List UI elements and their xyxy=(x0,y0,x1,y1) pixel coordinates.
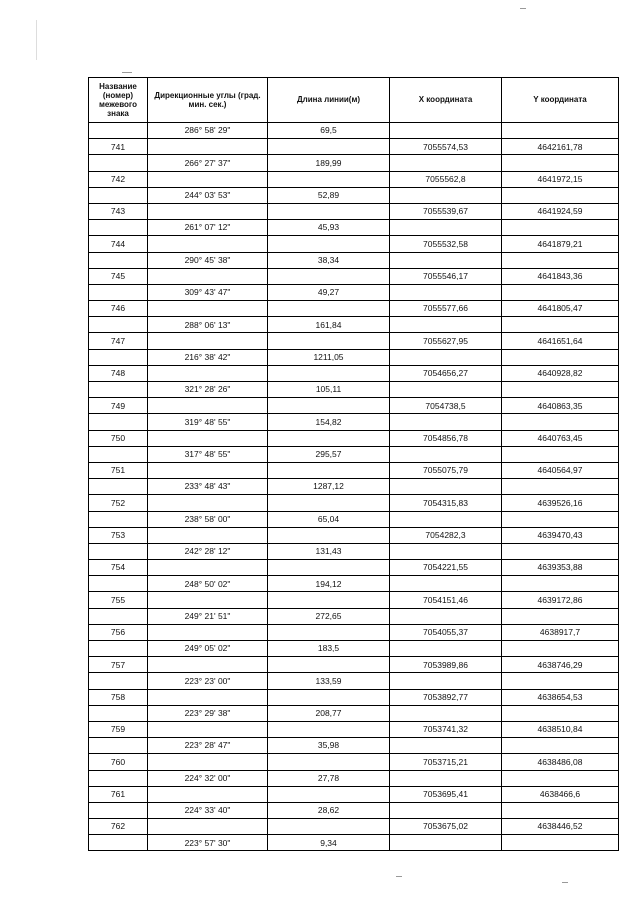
direction-angle-cell: 309° 43' 47" xyxy=(148,284,268,300)
empty-cell xyxy=(268,430,390,446)
point-row xyxy=(89,560,619,576)
empty-cell xyxy=(502,446,619,462)
empty-cell xyxy=(390,511,502,527)
direction-angle-cell: 233° 48' 43" xyxy=(148,479,268,495)
direction-angle-cell: 224° 33' 40" xyxy=(148,802,268,818)
empty-cell xyxy=(148,754,268,770)
x-coordinate-cell: 7054055,37 xyxy=(390,624,502,640)
x-coordinate-cell: 7053715,21 xyxy=(390,754,502,770)
point-row xyxy=(89,624,619,640)
x-coordinate-cell: 7054856,78 xyxy=(390,430,502,446)
point-row xyxy=(89,657,619,673)
empty-cell xyxy=(89,673,148,689)
direction-angle-cell: 223° 28' 47" xyxy=(148,738,268,754)
y-coordinate-cell: 4638510,84 xyxy=(502,721,619,737)
point-row xyxy=(89,268,619,284)
header-line-length: Длина линии(м) xyxy=(268,78,390,123)
empty-cell xyxy=(268,689,390,705)
empty-cell xyxy=(390,317,502,333)
empty-cell xyxy=(89,770,148,786)
empty-cell xyxy=(502,802,619,818)
boundary-coordinates-table xyxy=(88,77,619,851)
empty-cell xyxy=(148,560,268,576)
line-length-cell: 49,27 xyxy=(268,284,390,300)
x-coordinate-cell: 7055577,66 xyxy=(390,301,502,317)
segment-row xyxy=(89,187,619,203)
empty-cell xyxy=(502,123,619,139)
x-coordinate-cell: 7054282,3 xyxy=(390,527,502,543)
empty-cell xyxy=(268,495,390,511)
segment-row xyxy=(89,641,619,657)
point-name-cell: 760 xyxy=(89,754,148,770)
empty-cell xyxy=(390,705,502,721)
y-coordinate-cell: 4638654,53 xyxy=(502,689,619,705)
segment-row xyxy=(89,414,619,430)
direction-angle-cell: 288° 06' 13" xyxy=(148,317,268,333)
empty-cell xyxy=(502,511,619,527)
empty-cell xyxy=(268,333,390,349)
empty-cell xyxy=(148,689,268,705)
point-row xyxy=(89,721,619,737)
x-coordinate-cell: 7054221,55 xyxy=(390,560,502,576)
x-coordinate-cell: 7053695,41 xyxy=(390,786,502,802)
empty-cell xyxy=(148,171,268,187)
empty-cell xyxy=(390,349,502,365)
empty-cell xyxy=(89,220,148,236)
empty-cell xyxy=(390,673,502,689)
y-coordinate-cell: 4640863,35 xyxy=(502,398,619,414)
y-coordinate-cell: 4640763,45 xyxy=(502,430,619,446)
header-direction-angle: Дирекционные углы (град. мин. сек.) xyxy=(148,78,268,123)
empty-cell xyxy=(89,641,148,657)
segment-row xyxy=(89,349,619,365)
segment-row xyxy=(89,446,619,462)
point-name-cell: 742 xyxy=(89,171,148,187)
empty-cell xyxy=(502,252,619,268)
empty-cell xyxy=(268,624,390,640)
empty-cell xyxy=(89,349,148,365)
point-row xyxy=(89,462,619,478)
point-name-cell: 741 xyxy=(89,139,148,155)
empty-cell xyxy=(390,187,502,203)
segment-row xyxy=(89,123,619,139)
direction-angle-cell: 261° 07' 12" xyxy=(148,220,268,236)
table-header xyxy=(89,78,619,123)
direction-angle-cell: 249° 05' 02" xyxy=(148,641,268,657)
segment-row xyxy=(89,835,619,851)
direction-angle-cell: 266° 27' 37" xyxy=(148,155,268,171)
empty-cell xyxy=(390,252,502,268)
empty-cell xyxy=(148,398,268,414)
point-row xyxy=(89,819,619,835)
direction-angle-cell: 317° 48' 55" xyxy=(148,446,268,462)
empty-cell xyxy=(89,123,148,139)
line-length-cell: 133,59 xyxy=(268,673,390,689)
point-row xyxy=(89,495,619,511)
x-coordinate-cell: 7055546,17 xyxy=(390,268,502,284)
y-coordinate-cell: 4639470,43 xyxy=(502,527,619,543)
empty-cell xyxy=(502,770,619,786)
header-y-coordinate: Y координата xyxy=(502,78,619,123)
line-length-cell: 208,77 xyxy=(268,705,390,721)
empty-cell xyxy=(502,155,619,171)
empty-cell xyxy=(390,155,502,171)
scan-speck xyxy=(36,20,37,60)
y-coordinate-cell: 4641879,21 xyxy=(502,236,619,252)
point-name-cell: 762 xyxy=(89,819,148,835)
y-coordinate-cell: 4638746,29 xyxy=(502,657,619,673)
line-length-cell: 272,65 xyxy=(268,608,390,624)
segment-row xyxy=(89,770,619,786)
x-coordinate-cell: 7054656,27 xyxy=(390,365,502,381)
table-body xyxy=(89,123,619,851)
scan-speck xyxy=(122,72,132,73)
empty-cell xyxy=(268,786,390,802)
line-length-cell: 1211,05 xyxy=(268,349,390,365)
point-name-cell: 746 xyxy=(89,301,148,317)
empty-cell xyxy=(502,479,619,495)
point-name-cell: 747 xyxy=(89,333,148,349)
empty-cell xyxy=(502,641,619,657)
empty-cell xyxy=(148,786,268,802)
empty-cell xyxy=(390,835,502,851)
direction-angle-cell: 223° 23' 00" xyxy=(148,673,268,689)
point-name-cell: 751 xyxy=(89,462,148,478)
empty-cell xyxy=(89,414,148,430)
scan-speck xyxy=(396,876,402,877)
empty-cell xyxy=(502,738,619,754)
empty-cell xyxy=(502,317,619,333)
y-coordinate-cell: 4640928,82 xyxy=(502,365,619,381)
direction-angle-cell: 223° 57' 30" xyxy=(148,835,268,851)
x-coordinate-cell: 7055574,53 xyxy=(390,139,502,155)
empty-cell xyxy=(148,333,268,349)
line-length-cell: 161,84 xyxy=(268,317,390,333)
empty-cell xyxy=(148,301,268,317)
empty-cell xyxy=(89,382,148,398)
y-coordinate-cell: 4641972,15 xyxy=(502,171,619,187)
empty-cell xyxy=(390,738,502,754)
point-row xyxy=(89,301,619,317)
segment-row xyxy=(89,543,619,559)
empty-cell xyxy=(89,738,148,754)
empty-cell xyxy=(502,835,619,851)
segment-row xyxy=(89,317,619,333)
x-coordinate-cell: 7054151,46 xyxy=(390,592,502,608)
empty-cell xyxy=(268,236,390,252)
empty-cell xyxy=(89,187,148,203)
empty-cell xyxy=(502,608,619,624)
point-name-cell: 743 xyxy=(89,203,148,219)
direction-angle-cell: 249° 21' 51" xyxy=(148,608,268,624)
direction-angle-cell: 238° 58' 00" xyxy=(148,511,268,527)
segment-row xyxy=(89,802,619,818)
y-coordinate-cell: 4638466,6 xyxy=(502,786,619,802)
point-row xyxy=(89,365,619,381)
point-name-cell: 750 xyxy=(89,430,148,446)
y-coordinate-cell: 4641651,64 xyxy=(502,333,619,349)
line-length-cell: 9,34 xyxy=(268,835,390,851)
empty-cell xyxy=(390,479,502,495)
line-length-cell: 52,89 xyxy=(268,187,390,203)
y-coordinate-cell: 4641924,59 xyxy=(502,203,619,219)
line-length-cell: 105,11 xyxy=(268,382,390,398)
point-name-cell: 758 xyxy=(89,689,148,705)
empty-cell xyxy=(390,770,502,786)
segment-row xyxy=(89,252,619,268)
y-coordinate-cell: 4639353,88 xyxy=(502,560,619,576)
point-name-cell: 753 xyxy=(89,527,148,543)
empty-cell xyxy=(268,203,390,219)
empty-cell xyxy=(89,576,148,592)
segment-row xyxy=(89,511,619,527)
segment-row xyxy=(89,738,619,754)
point-name-cell: 745 xyxy=(89,268,148,284)
y-coordinate-cell: 4639526,16 xyxy=(502,495,619,511)
point-row xyxy=(89,398,619,414)
empty-cell xyxy=(268,560,390,576)
segment-row xyxy=(89,673,619,689)
empty-cell xyxy=(148,236,268,252)
header-point-name: Название (номер) межевого знака xyxy=(89,78,148,123)
segment-row xyxy=(89,576,619,592)
empty-cell xyxy=(89,284,148,300)
y-coordinate-cell: 4641843,36 xyxy=(502,268,619,284)
empty-cell xyxy=(148,819,268,835)
empty-cell xyxy=(268,592,390,608)
empty-cell xyxy=(148,365,268,381)
empty-cell xyxy=(268,268,390,284)
x-coordinate-cell: 7053989,86 xyxy=(390,657,502,673)
header-x-coordinate: X координата xyxy=(390,78,502,123)
empty-cell xyxy=(89,608,148,624)
empty-cell xyxy=(390,543,502,559)
direction-angle-cell: 319° 48' 55" xyxy=(148,414,268,430)
empty-cell xyxy=(268,365,390,381)
x-coordinate-cell: 7053675,02 xyxy=(390,819,502,835)
direction-angle-cell: 248° 50' 02" xyxy=(148,576,268,592)
line-length-cell: 35,98 xyxy=(268,738,390,754)
point-name-cell: 761 xyxy=(89,786,148,802)
line-length-cell: 295,57 xyxy=(268,446,390,462)
x-coordinate-cell: 7055627,95 xyxy=(390,333,502,349)
x-coordinate-cell: 7054738,5 xyxy=(390,398,502,414)
empty-cell xyxy=(148,430,268,446)
point-row xyxy=(89,689,619,705)
empty-cell xyxy=(268,462,390,478)
segment-row xyxy=(89,705,619,721)
empty-cell xyxy=(268,721,390,737)
x-coordinate-cell: 7055075,79 xyxy=(390,462,502,478)
empty-cell xyxy=(390,446,502,462)
empty-cell xyxy=(390,608,502,624)
empty-cell xyxy=(89,252,148,268)
empty-cell xyxy=(502,673,619,689)
scan-speck xyxy=(520,8,526,9)
empty-cell xyxy=(268,819,390,835)
point-row xyxy=(89,236,619,252)
point-name-cell: 755 xyxy=(89,592,148,608)
empty-cell xyxy=(268,398,390,414)
empty-cell xyxy=(502,705,619,721)
empty-cell xyxy=(268,657,390,673)
empty-cell xyxy=(390,382,502,398)
y-coordinate-cell: 4638917,7 xyxy=(502,624,619,640)
empty-cell xyxy=(502,382,619,398)
empty-cell xyxy=(148,268,268,284)
empty-cell xyxy=(268,139,390,155)
empty-cell xyxy=(390,802,502,818)
empty-cell xyxy=(502,220,619,236)
empty-cell xyxy=(89,543,148,559)
y-coordinate-cell: 4638486,08 xyxy=(502,754,619,770)
empty-cell xyxy=(268,171,390,187)
empty-cell xyxy=(502,187,619,203)
x-coordinate-cell: 7054315,83 xyxy=(390,495,502,511)
empty-cell xyxy=(148,139,268,155)
line-length-cell: 183,5 xyxy=(268,641,390,657)
x-coordinate-cell: 7055562,8 xyxy=(390,171,502,187)
empty-cell xyxy=(268,754,390,770)
empty-cell xyxy=(89,511,148,527)
point-name-cell: 749 xyxy=(89,398,148,414)
y-coordinate-cell: 4638446,52 xyxy=(502,819,619,835)
point-row xyxy=(89,430,619,446)
empty-cell xyxy=(89,705,148,721)
empty-cell xyxy=(148,527,268,543)
direction-angle-cell: 290° 45' 38" xyxy=(148,252,268,268)
empty-cell xyxy=(148,592,268,608)
point-name-cell: 757 xyxy=(89,657,148,673)
point-row xyxy=(89,786,619,802)
empty-cell xyxy=(502,414,619,430)
direction-angle-cell: 224° 32' 00" xyxy=(148,770,268,786)
segment-row xyxy=(89,220,619,236)
line-length-cell: 28,62 xyxy=(268,802,390,818)
empty-cell xyxy=(502,284,619,300)
line-length-cell: 65,04 xyxy=(268,511,390,527)
x-coordinate-cell: 7053892,77 xyxy=(390,689,502,705)
direction-angle-cell: 286° 58' 29" xyxy=(148,123,268,139)
y-coordinate-cell: 4642161,78 xyxy=(502,139,619,155)
empty-cell xyxy=(148,624,268,640)
point-name-cell: 756 xyxy=(89,624,148,640)
segment-row xyxy=(89,479,619,495)
empty-cell xyxy=(148,721,268,737)
line-length-cell: 189,99 xyxy=(268,155,390,171)
segment-row xyxy=(89,382,619,398)
empty-cell xyxy=(148,462,268,478)
empty-cell xyxy=(89,835,148,851)
x-coordinate-cell: 7055532,58 xyxy=(390,236,502,252)
y-coordinate-cell: 4639172,86 xyxy=(502,592,619,608)
empty-cell xyxy=(89,446,148,462)
empty-cell xyxy=(148,657,268,673)
line-length-cell: 38,34 xyxy=(268,252,390,268)
empty-cell xyxy=(268,527,390,543)
empty-cell xyxy=(89,317,148,333)
direction-angle-cell: 242° 28' 12" xyxy=(148,543,268,559)
direction-angle-cell: 321° 28' 26" xyxy=(148,382,268,398)
empty-cell xyxy=(390,284,502,300)
point-name-cell: 744 xyxy=(89,236,148,252)
empty-cell xyxy=(390,414,502,430)
empty-cell xyxy=(268,301,390,317)
y-coordinate-cell: 4640564,97 xyxy=(502,462,619,478)
segment-row xyxy=(89,608,619,624)
x-coordinate-cell: 7053741,32 xyxy=(390,721,502,737)
direction-angle-cell: 244° 03' 53" xyxy=(148,187,268,203)
line-length-cell: 69,5 xyxy=(268,123,390,139)
point-row xyxy=(89,139,619,155)
point-row xyxy=(89,592,619,608)
y-coordinate-cell: 4641805,47 xyxy=(502,301,619,317)
point-name-cell: 759 xyxy=(89,721,148,737)
point-row xyxy=(89,171,619,187)
segment-row xyxy=(89,284,619,300)
empty-cell xyxy=(89,802,148,818)
empty-cell xyxy=(89,479,148,495)
line-length-cell: 154,82 xyxy=(268,414,390,430)
empty-cell xyxy=(390,576,502,592)
direction-angle-cell: 216° 38' 42" xyxy=(148,349,268,365)
empty-cell xyxy=(390,220,502,236)
scan-speck xyxy=(562,882,568,883)
line-length-cell: 194,12 xyxy=(268,576,390,592)
empty-cell xyxy=(502,543,619,559)
empty-cell xyxy=(148,203,268,219)
empty-cell xyxy=(89,155,148,171)
x-coordinate-cell: 7055539,67 xyxy=(390,203,502,219)
segment-row xyxy=(89,155,619,171)
direction-angle-cell: 223° 29' 38" xyxy=(148,705,268,721)
line-length-cell: 45,93 xyxy=(268,220,390,236)
empty-cell xyxy=(148,495,268,511)
point-row xyxy=(89,333,619,349)
line-length-cell: 1287,12 xyxy=(268,479,390,495)
point-row xyxy=(89,203,619,219)
empty-cell xyxy=(502,349,619,365)
line-length-cell: 131,43 xyxy=(268,543,390,559)
point-row xyxy=(89,754,619,770)
point-name-cell: 754 xyxy=(89,560,148,576)
header-row xyxy=(89,78,619,123)
empty-cell xyxy=(502,576,619,592)
point-name-cell: 752 xyxy=(89,495,148,511)
line-length-cell: 27,78 xyxy=(268,770,390,786)
point-name-cell: 748 xyxy=(89,365,148,381)
empty-cell xyxy=(390,123,502,139)
empty-cell xyxy=(390,641,502,657)
point-row xyxy=(89,527,619,543)
